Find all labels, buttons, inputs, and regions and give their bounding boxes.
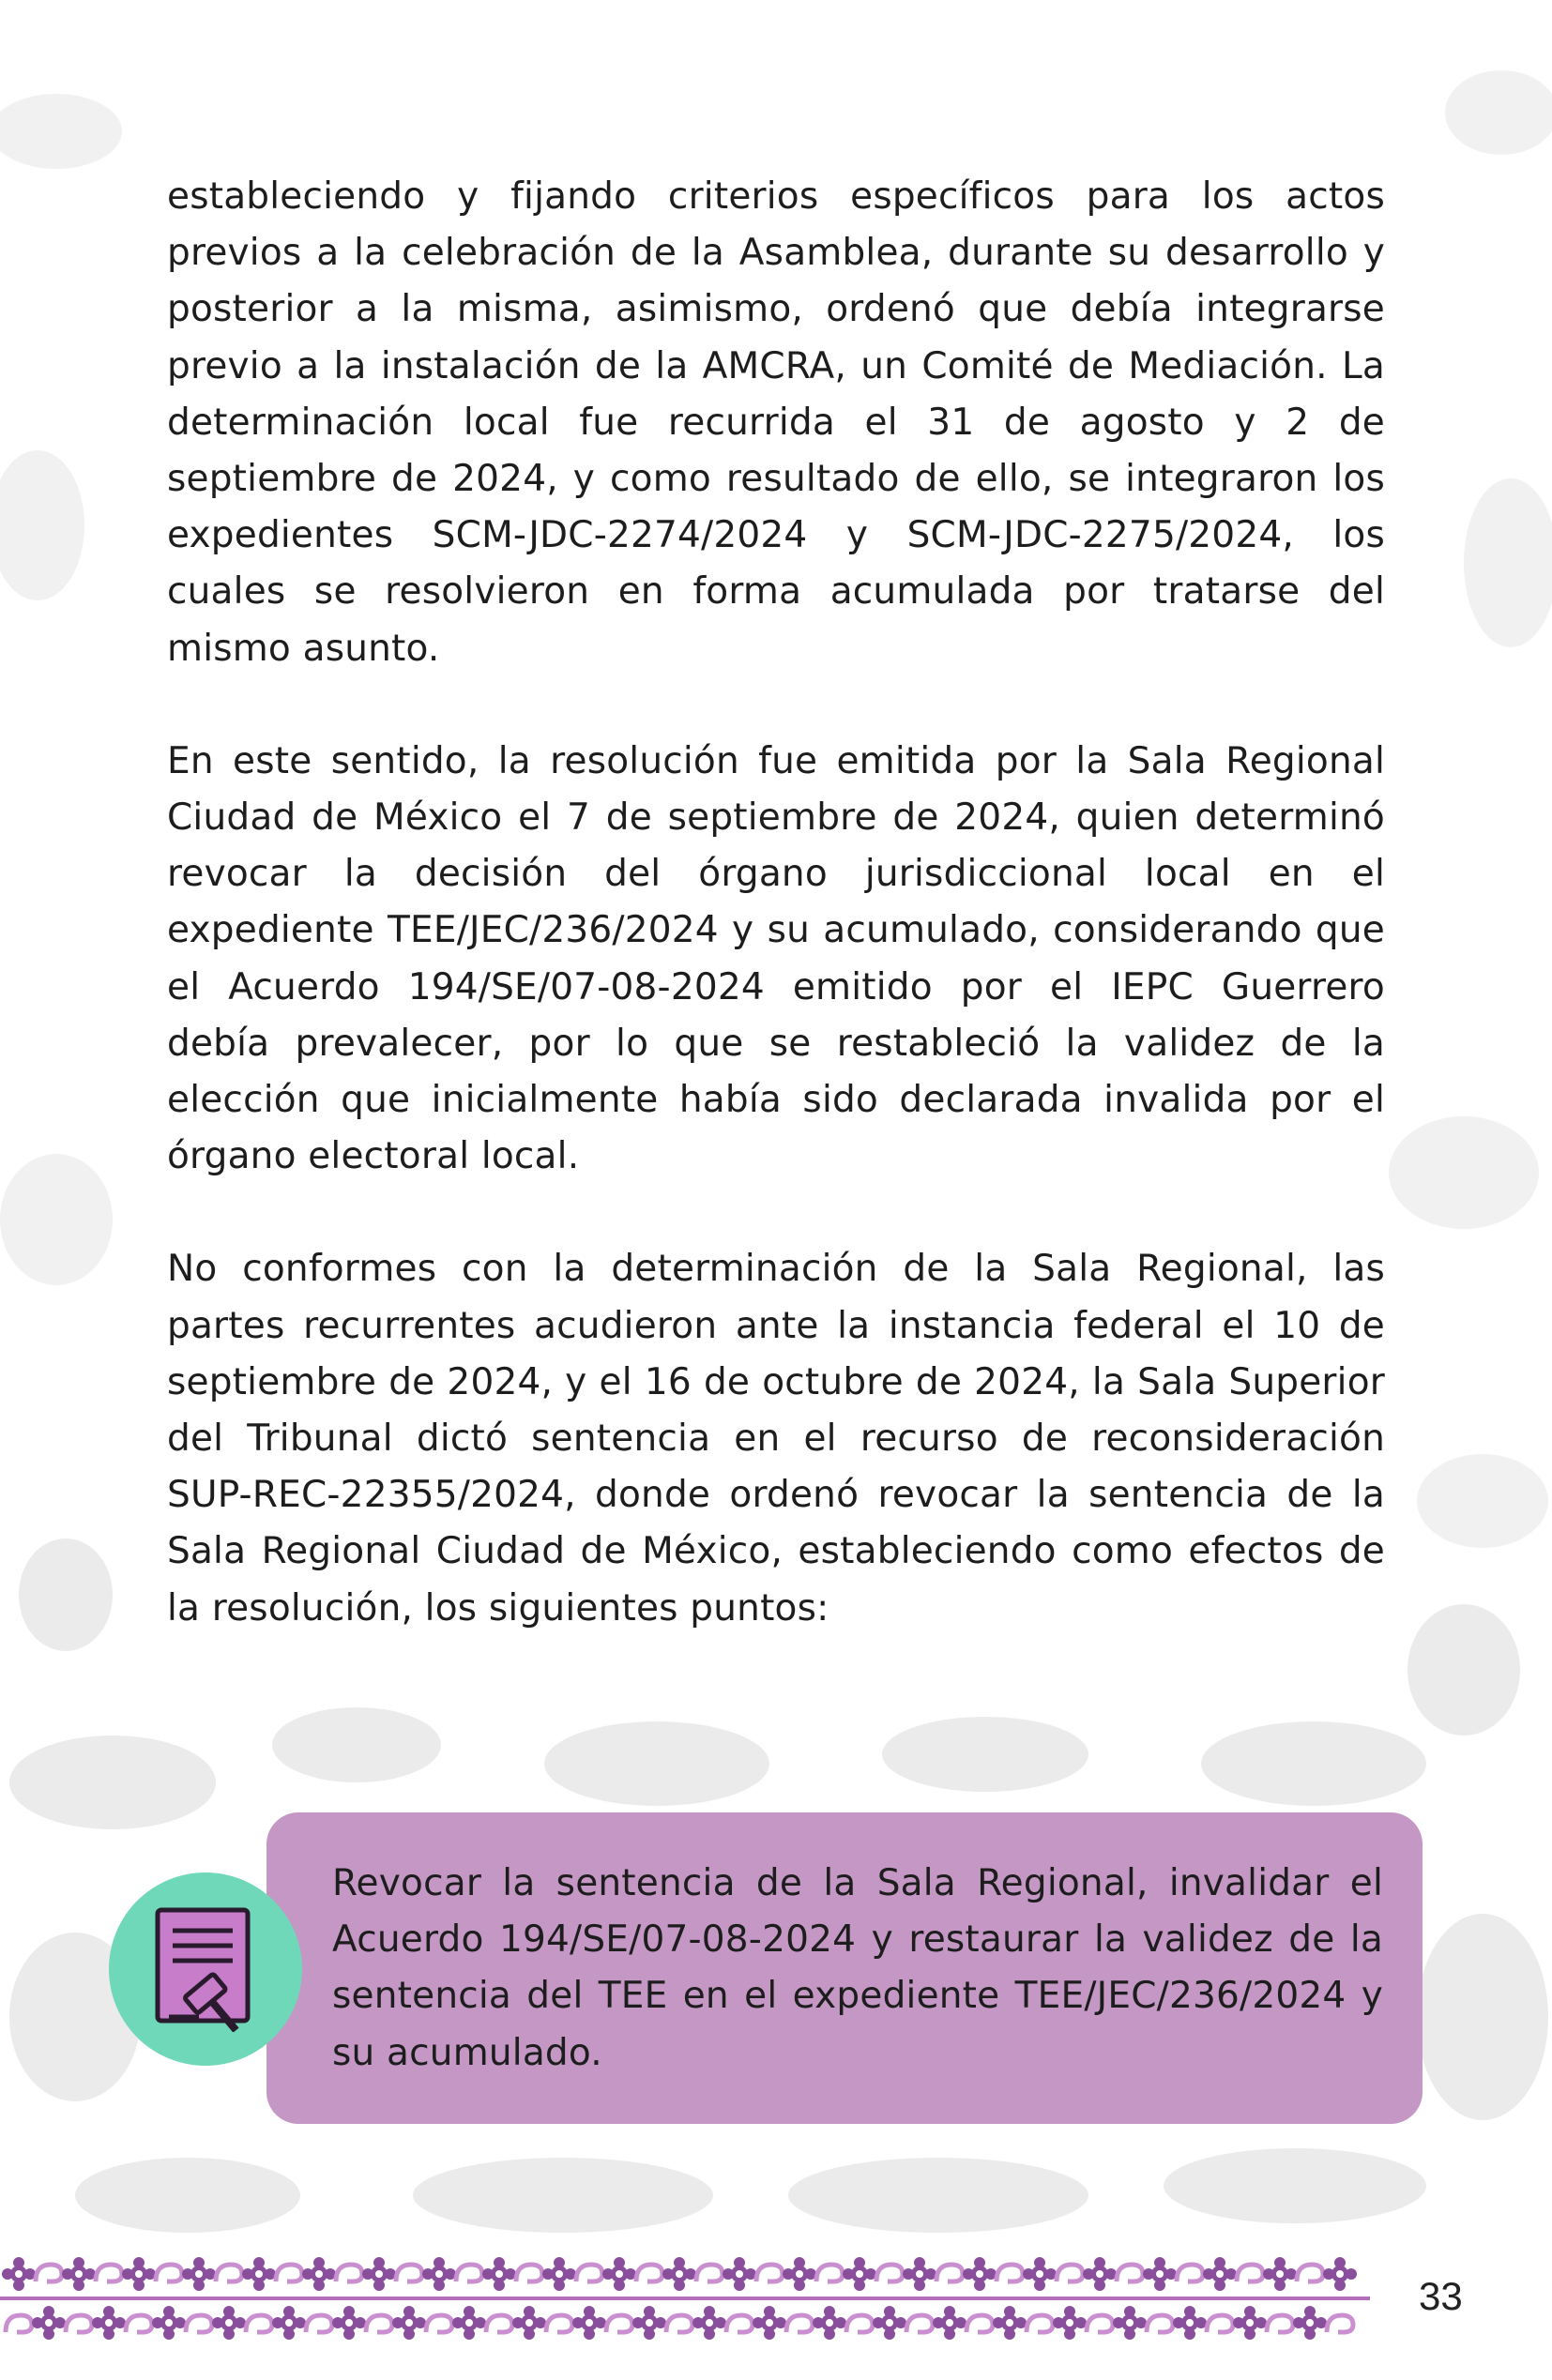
main-text: [167, 169, 1385, 1693]
page-number: 33: [1419, 2274, 1463, 2318]
legal-document-gavel-icon: [109, 1872, 302, 2066]
paragraph-3: No conformes con la determinación de la Sala Regional, las partes recurrentes acudieron ante la instancia federal el 10 de septiembre de 2024, y el 16 de octubre de 2024, la Sala Superior del Tribunal dictó sentencia en el recurso de reconsideración SUP-REC-22355/2024, donde ordenó revocar la sentencia de la Sala Regional Ciudad de México, estableciendo como efectos de la resolución, los siguientes puntos:: [167, 1248, 1385, 1630]
paragraph-2: En este sentido, la resolución fue emitida por la Sala Regional Ciudad de México el 7 de septiembre de 2024, quien determinó revocar la decisión del órgano jurisdiccional local en el expediente TEE/JEC/236/2024 y su acumulado, considerando que el Acuerdo 194/SE/07-08-2024 emitido por el IEPC Guerrero debía prevalecer, por lo que se restableció la validez de la elección que inicialmente había sido declarada invalida por el órgano electoral local.: [167, 739, 1385, 1178]
decorative-border: [0, 2251, 1379, 2345]
callout-box: [266, 1812, 1423, 2124]
callout-text: Revocar la sentencia de la Sala Regional, invalidar el Acuerdo 194/SE/07-08-2024 y restaurar la validez de la sentencia del TEE en el expediente TEE/JEC/236/2024 y su acumulado.: [332, 1862, 1383, 2074]
paragraph-1: estableciendo y fijando criterios específicos para los actos previos a la celebración de la Asamblea, durante su desarrollo y posterior a la misma, asimismo, ordenó que debía integrarse previo a la instalación de la AMCRA, un Comité de Mediación. La determinación local fue recurrida el 31 de agosto y 2 de septiembre de 2024, y como resultado de ello, se integraron los expedientes SCM-JDC-2274/2024 y SCM-JDC-2275/2024, los cuales se resolvieron en forma acumulada por tratarse del mismo asunto.: [167, 175, 1385, 670]
